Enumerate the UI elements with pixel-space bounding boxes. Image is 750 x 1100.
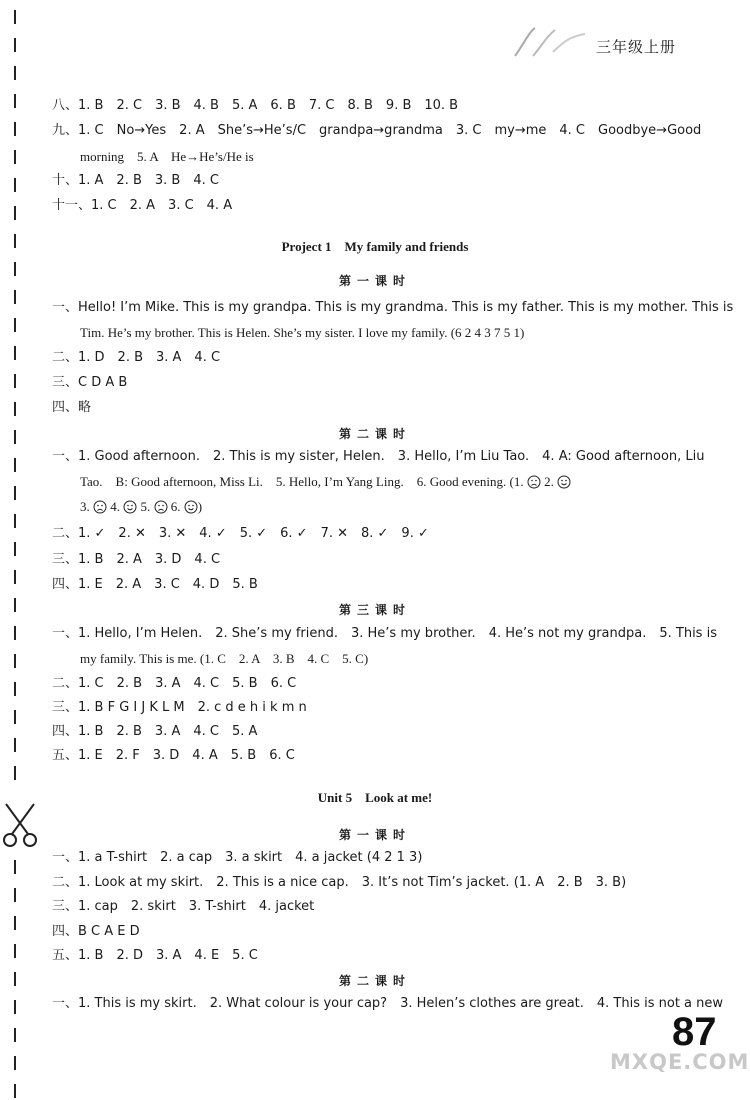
page-number: 87 [672,1010,717,1054]
happy-face-icon [123,500,137,514]
answer-text: ) [197,499,203,514]
answer-text: 3. [80,499,90,514]
happy-face-icon [557,475,571,489]
answer-line: 二、1. ✓ 2. ✕ 3. ✕ 4. ✓ 5. ✓ 6. ✓ 7. ✕ 8. ✓ 9. ✓ [52,526,429,541]
watermark: MXQE.COM [610,1050,750,1074]
answer-line: morning 5. A He→He’s/He is [80,149,254,164]
answer-line: 九、1. C No→Yes 2. A She’s→He’s/C grandpa→grandma 3. C my→me 4. C Goodbye→Good [52,123,702,138]
answer-line: 五、1. B 2. D 3. A 4. E 5. C [52,948,258,963]
answer-line: 二、1. D 2. B 3. A 4. C [52,350,221,365]
lesson-heading: 第二课时 [338,974,411,988]
sad-face-icon [527,475,541,489]
answer-line: 十一、1. C 2. A 3. C 4. A [52,198,233,213]
answer-line: 十、1. A 2. B 3. B 4. C [52,173,219,188]
answer-line: 三、1. B 2. A 3. D 4. C [52,552,221,567]
answer-line: 二、1. C 2. B 3. A 4. C 5. B 6. C [52,676,297,691]
lesson-heading: 第二课时 [338,427,411,441]
answer-text: 6. [170,499,181,514]
answer-line: 三、1. B F G I J K L M 2. c d e h i k m n [52,700,307,715]
answer-line: Tim. He’s my brother. This is Helen. She’s my sister. I love my family. (6 2 4 3 7 5 1) [80,325,525,340]
answer-text: 5. [140,499,151,514]
answer-text: 4. [110,499,120,514]
answer-line: 五、1. E 2. F 3. D 4. A 5. B 6. C [52,748,295,763]
sad-face-icon [93,500,107,514]
lesson-heading: 第三课时 [338,603,411,617]
answer-line: 四、1. E 2. A 3. C 4. D 5. B [52,577,258,592]
project-title: Project 1 My family and friends [281,239,469,254]
answer-line: 三、C D A B [52,375,128,390]
answer-line: 八、1. B 2. C 3. B 4. B 5. A 6. B 7. C 8. B 9. B 10. B [52,98,459,113]
answer-line: my family. This is me. (1. C 2. A 3. B 4. C 5. C) [80,651,369,666]
answer-line: 一、Hello! I’m Mike. This is my grandpa. This is my grandma. This is my father. This is my mother. This is [52,300,734,315]
lesson-heading: 第一课时 [338,274,411,288]
answer-line: 四、1. B 2. B 3. A 4. C 5. A [52,724,258,739]
answer-line: 四、略 [52,400,92,415]
header-decoration-icon [505,22,593,62]
lesson-heading: 第一课时 [338,828,411,842]
answer-text: 2. [544,474,554,489]
happy-face-icon [184,500,198,514]
unit-title: Unit 5 Look at me! [317,790,433,805]
answer-line [80,474,571,490]
answer-line [80,499,202,515]
answer-text: Tao. B: Good afternoon, Miss Li. 5. Hello, I’m Yang Ling. 6. Good evening. (1. [80,474,524,489]
answer-line: 一、1. a T-shirt 2. a cap 3. a skirt 4. a jacket (4 2 1 3) [52,850,423,865]
answer-line: 三、1. cap 2. skirt 3. T-shirt 4. jacket [52,899,315,914]
answer-line: 二、1. Look at my skirt. 2. This is a nice cap. 3. It’s not Tim’s jacket. (1. A 2. B 3. B) [52,875,627,890]
cut-line [14,0,18,1100]
grade-label: 三年级上册 [596,38,677,56]
answer-line: 一、1. This is my skirt. 2. What colour is your cap? 3. Helen’s clothes are great. 4. This is not a new [52,996,724,1011]
answer-line: 一、1. Hello, I’m Helen. 2. She’s my friend. 3. He’s my brother. 4. He’s not my grandpa. 5. This is [52,626,717,641]
answer-line: 四、B C A E D [52,924,140,939]
answer-line: 一、1. Good afternoon. 2. This is my sister, Helen. 3. Hello, I’m Liu Tao. 4. A: Good afternoon, Liu [52,449,705,464]
sad-face-icon [154,500,168,514]
